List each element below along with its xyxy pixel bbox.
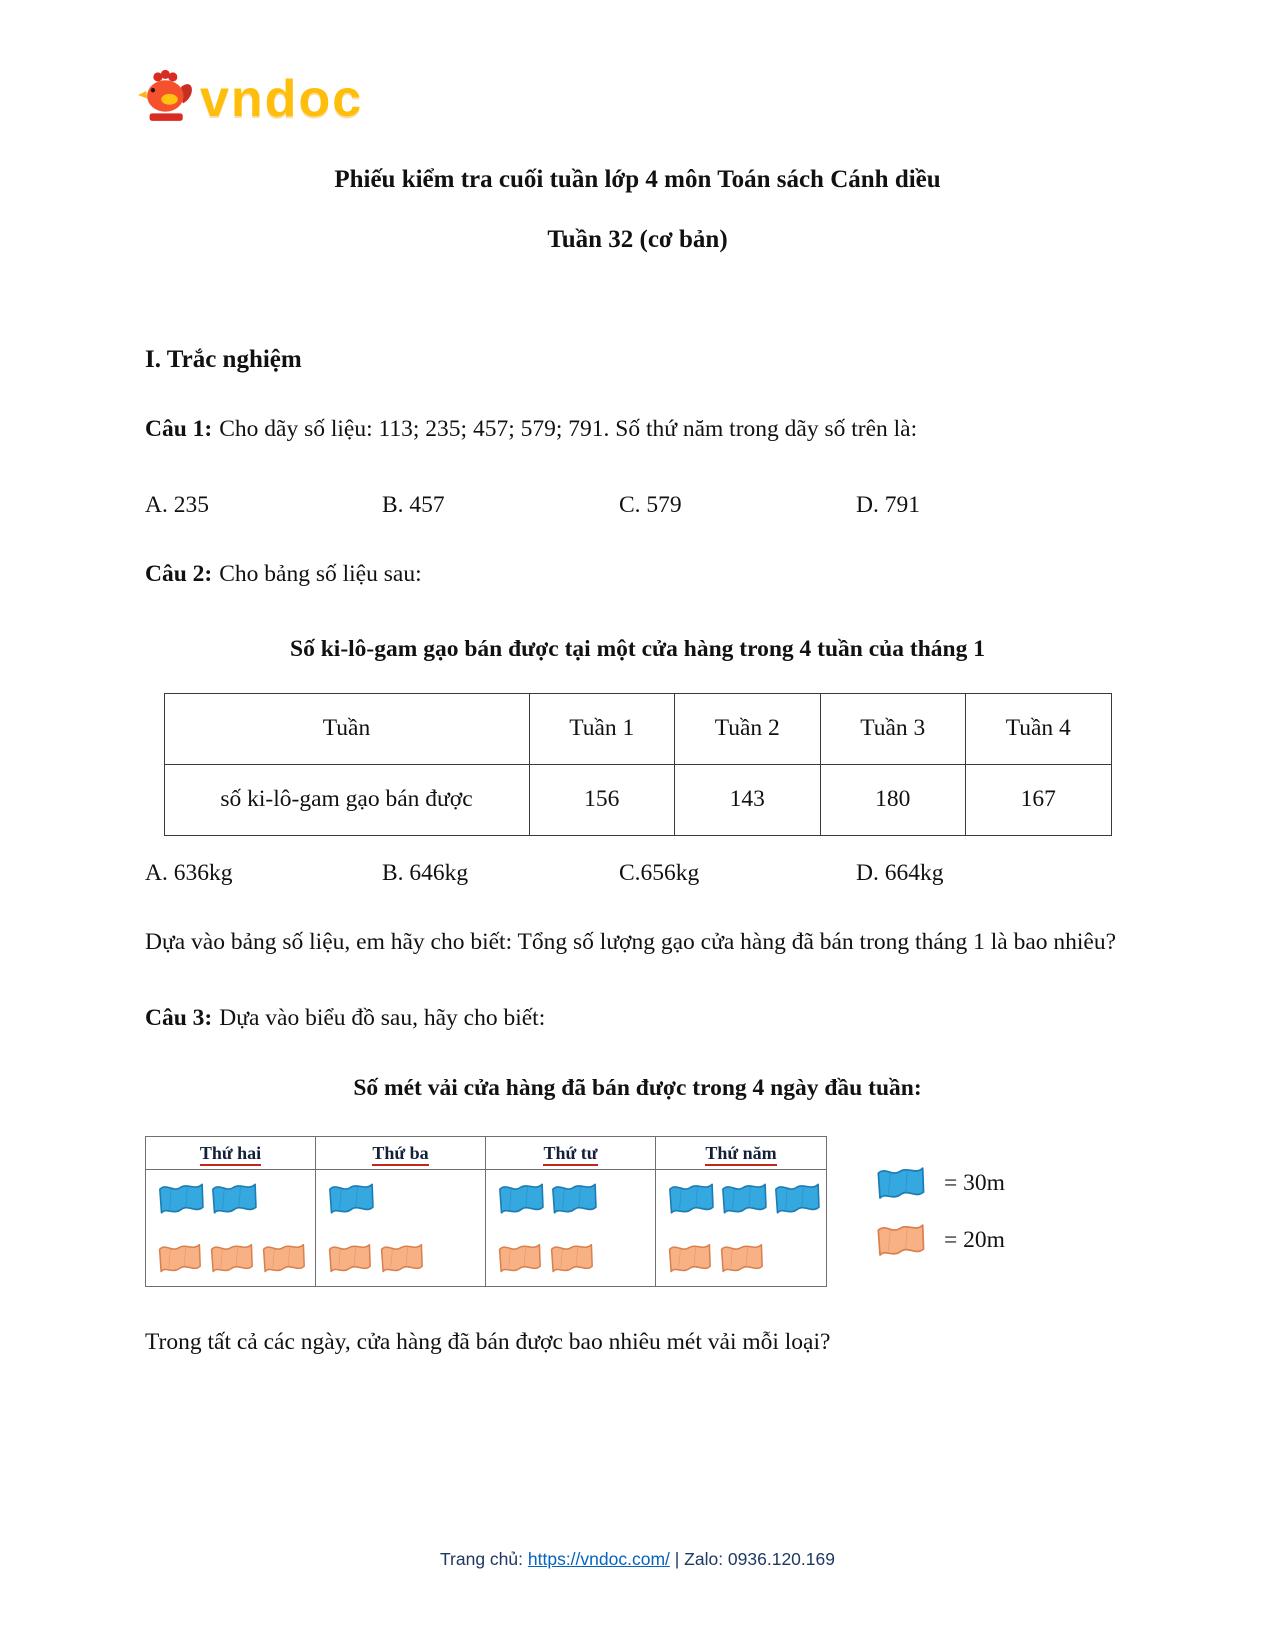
blue-fabric-icon bbox=[208, 1179, 261, 1219]
day-label: Thứ tư bbox=[543, 1143, 597, 1166]
value-cell: 143 bbox=[675, 764, 821, 835]
orange-fabric-icon bbox=[547, 1240, 599, 1277]
row-label-cell: số ki-lô-gam gạo bán được bbox=[164, 764, 529, 835]
blue-fabric-icon bbox=[325, 1179, 378, 1219]
question-1-text: Cho dãy số liệu: 113; 235; 457; 579; 791. Số thứ năm trong dãy số trên là: bbox=[219, 416, 918, 442]
blue-fabric-icon bbox=[155, 1179, 208, 1219]
value-cell: 156 bbox=[529, 764, 675, 835]
question-2-followup: Dựa vào bảng số liệu, em hãy cho biết: Tổng số lượng gạo cửa hàng đã bán trong tháng 1 là bao nhiêu? bbox=[145, 928, 1117, 955]
blue-fabric-row bbox=[665, 1179, 823, 1219]
pictogram-title: Số mét vải cửa hàng đã bán được trong 4 ngày đầu tuần: bbox=[353, 1075, 922, 1102]
blue-fabric-icon bbox=[771, 1179, 824, 1219]
question-3 bbox=[145, 997, 1130, 1039]
question-2-label: Câu 2: bbox=[145, 561, 213, 588]
rice-table-title: Số ki-lô-gam gạo bán được tại một cửa hàng trong 4 tuần của tháng 1 bbox=[290, 635, 985, 662]
orange-fabric-icon bbox=[873, 1220, 928, 1261]
question-3-label: Câu 3: bbox=[145, 1004, 213, 1031]
page-subtitle: Tuần 32 (cơ bản) bbox=[547, 226, 728, 253]
orange-fabric-icon bbox=[495, 1240, 547, 1277]
legend-label-blue: = 30m bbox=[944, 1169, 1005, 1196]
blue-fabric-icon bbox=[548, 1179, 601, 1219]
blue-fabric-icon bbox=[665, 1179, 718, 1219]
blue-fabric-icon bbox=[718, 1179, 771, 1219]
header-cell: Tuần 4 bbox=[966, 693, 1112, 764]
option-b: B. 646kg bbox=[382, 859, 469, 886]
document-content bbox=[0, 346, 1275, 1363]
orange-fabric-row bbox=[665, 1240, 823, 1277]
day-label: Thứ ba bbox=[372, 1143, 428, 1166]
pictogram-body-row bbox=[146, 1170, 826, 1286]
option-a: A. 235 bbox=[145, 492, 209, 519]
question-2 bbox=[145, 553, 1130, 595]
orange-fabric-row bbox=[155, 1240, 312, 1277]
header-cell: Tuần bbox=[164, 693, 529, 764]
day-cell-tuesday bbox=[316, 1170, 486, 1286]
footer-suffix: | Zalo: 0936.120.169 bbox=[669, 1549, 835, 1569]
question-1-label: Câu 1: bbox=[145, 416, 213, 442]
day-header bbox=[316, 1137, 486, 1170]
orange-fabric-icon bbox=[207, 1240, 259, 1277]
legend-row-orange bbox=[873, 1220, 1005, 1261]
question-2-text: Cho bảng số liệu sau: bbox=[219, 561, 422, 588]
question-1 bbox=[145, 408, 1130, 450]
table-data-row bbox=[164, 764, 1111, 835]
day-cell-monday bbox=[146, 1170, 316, 1286]
orange-fabric-icon bbox=[155, 1240, 207, 1277]
option-c: C. 579 bbox=[619, 492, 682, 519]
value-cell: 180 bbox=[820, 764, 966, 835]
question-2-options bbox=[145, 860, 1130, 887]
footer-prefix: Trang chủ: bbox=[440, 1549, 528, 1569]
legend-label-orange: = 20m bbox=[944, 1226, 1005, 1253]
page-title: Phiếu kiểm tra cuối tuần lớp 4 môn Toán sách Cánh diều bbox=[334, 166, 941, 193]
blue-fabric-row bbox=[325, 1179, 482, 1219]
orange-fabric-icon bbox=[377, 1240, 429, 1277]
blue-fabric-icon bbox=[495, 1179, 548, 1219]
orange-fabric-row bbox=[325, 1240, 482, 1277]
header-cell: Tuần 1 bbox=[529, 693, 675, 764]
day-header bbox=[146, 1137, 316, 1170]
logo-text: vndoc bbox=[200, 69, 364, 128]
option-b: B. 457 bbox=[382, 492, 445, 519]
blue-fabric-row bbox=[495, 1179, 652, 1219]
legend-row-blue bbox=[873, 1163, 1005, 1204]
option-d: D. 664kg bbox=[856, 859, 944, 886]
homepage-link[interactable]: https://vndoc.com/ bbox=[527, 1549, 670, 1569]
value-cell: 167 bbox=[966, 764, 1112, 835]
pictogram-section bbox=[145, 1136, 1130, 1287]
orange-fabric-icon bbox=[259, 1240, 311, 1277]
section-heading: I. Trắc nghiệm bbox=[145, 346, 302, 373]
option-d: D. 791 bbox=[856, 492, 920, 519]
blue-fabric-row bbox=[155, 1179, 312, 1219]
orange-fabric-row bbox=[495, 1240, 652, 1277]
rice-data-table bbox=[164, 693, 1112, 836]
table-header-row bbox=[164, 693, 1111, 764]
orange-fabric-icon bbox=[325, 1240, 377, 1277]
day-header bbox=[656, 1137, 826, 1170]
question-3-text: Dựa vào biểu đồ sau, hãy cho biết: bbox=[219, 1004, 546, 1031]
day-label: Thứ năm bbox=[705, 1143, 776, 1166]
pictogram-header-row bbox=[146, 1137, 826, 1170]
pictogram-legend bbox=[873, 1163, 1005, 1261]
orange-fabric-icon bbox=[665, 1240, 717, 1277]
question-1-options bbox=[145, 492, 1130, 519]
question-3-followup: Trong tất cả các ngày, cửa hàng đã bán được bao nhiêu mét vải mỗi loại? bbox=[145, 1329, 831, 1356]
header-cell: Tuần 2 bbox=[675, 693, 821, 764]
blue-fabric-icon bbox=[873, 1163, 928, 1204]
day-cell-thursday bbox=[656, 1170, 826, 1286]
vndoc-logo bbox=[138, 0, 1275, 128]
page-footer bbox=[0, 1549, 1275, 1570]
option-a: A. 636kg bbox=[145, 859, 233, 886]
day-label: Thứ hai bbox=[200, 1143, 261, 1166]
day-cell-wednesday bbox=[486, 1170, 656, 1286]
orange-fabric-icon bbox=[717, 1240, 769, 1277]
option-c: C.656kg bbox=[619, 859, 700, 886]
day-header bbox=[486, 1137, 656, 1170]
header-cell: Tuần 3 bbox=[820, 693, 966, 764]
fabric-pictogram-table bbox=[145, 1136, 827, 1287]
chicken-icon bbox=[138, 68, 196, 124]
